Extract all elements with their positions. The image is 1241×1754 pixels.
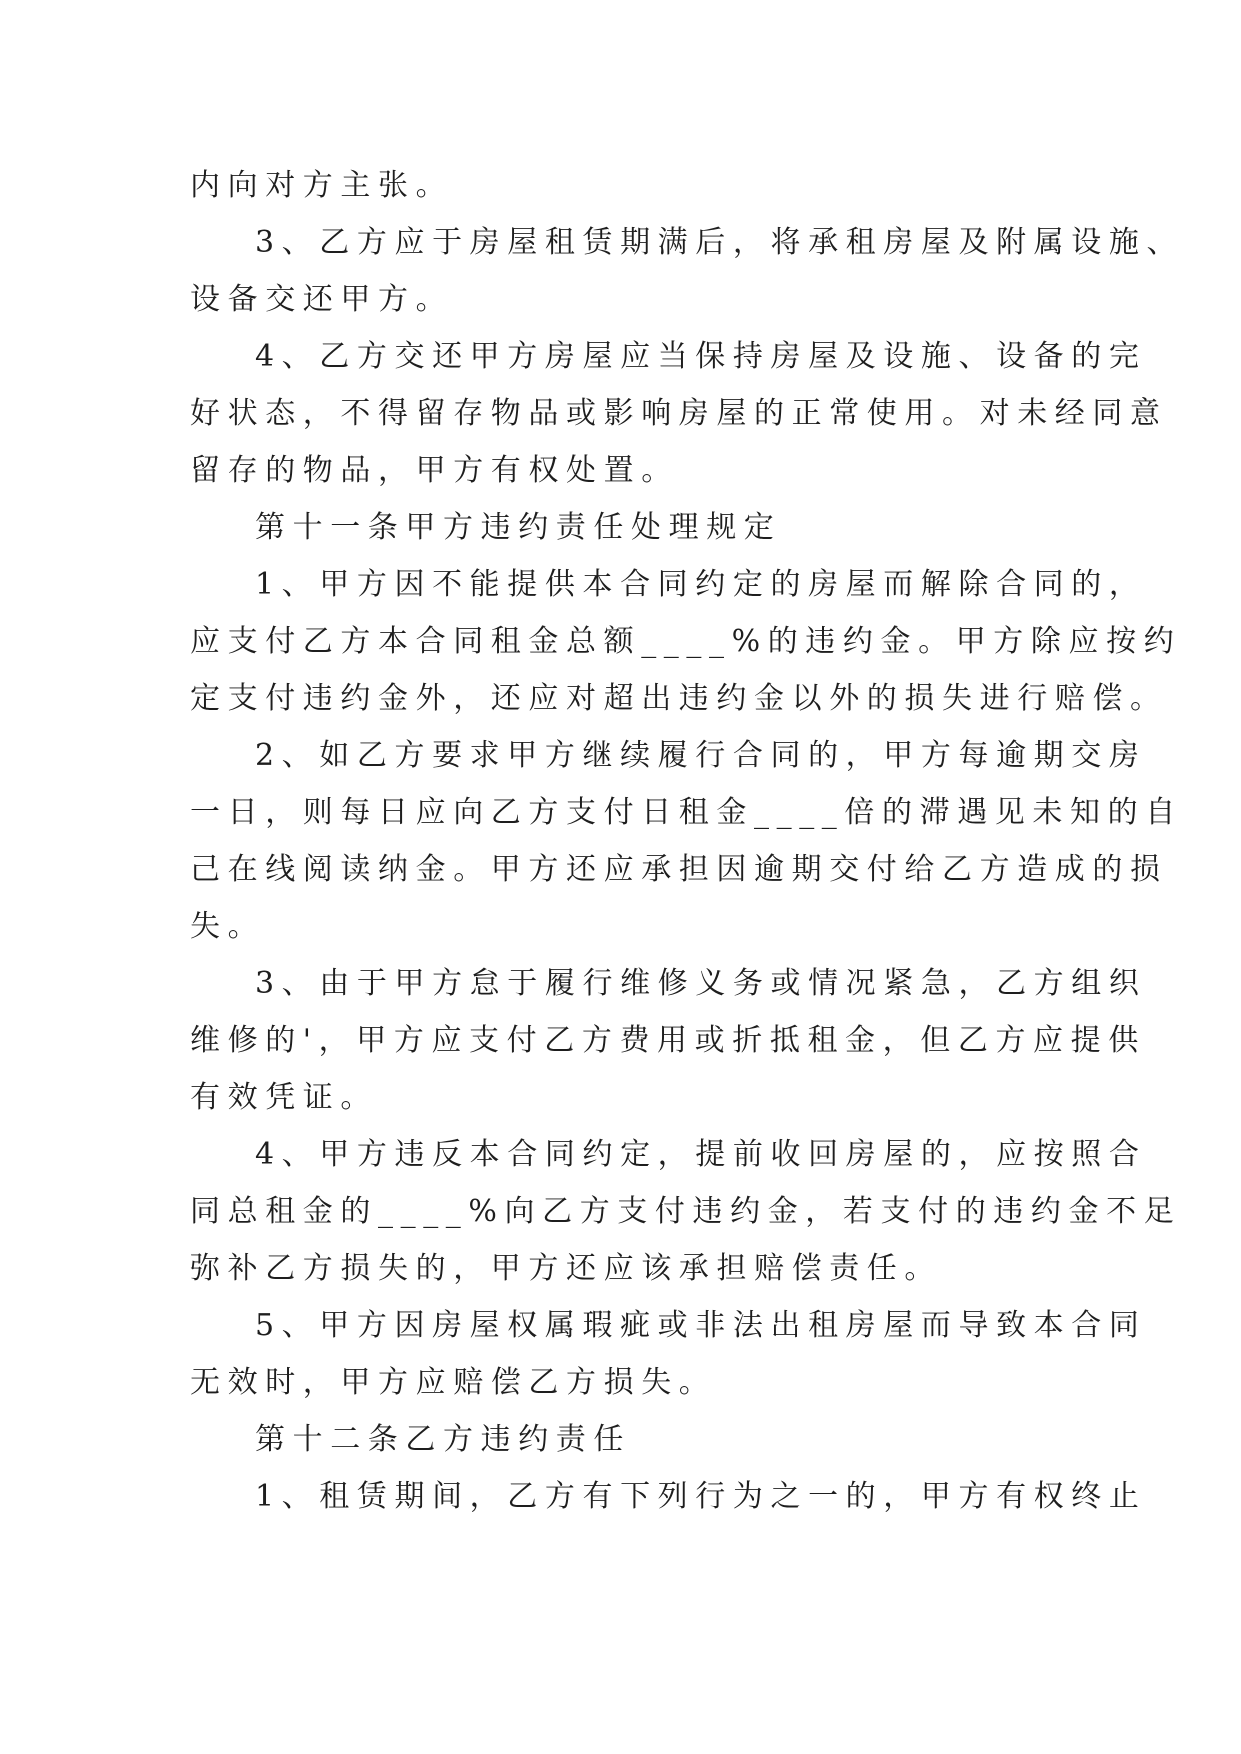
clause-item: 1、租赁期间，乙方有下列行为之一的，甲方有权终止 <box>255 1479 1147 1514</box>
text-line: 有效凭证。 <box>190 1080 378 1115</box>
text-line: 设备交还甲方。 <box>190 282 454 317</box>
text-line: 留存的物品，甲方有权处置。 <box>190 453 679 488</box>
article-heading-12: 第十二条乙方违约责任 <box>255 1422 631 1457</box>
clause-item: 4、甲方违反本合同约定，提前收回房屋的，应按照合 <box>255 1137 1147 1172</box>
article-heading-11: 第十一条甲方违约责任处理规定 <box>255 510 782 545</box>
clause-item: 1、甲方因不能提供本合同约定的房屋而解除合同的， <box>255 567 1147 602</box>
text-line: 内向对方主张。 <box>190 168 454 203</box>
text-line: 同总租金的____%向乙方支付违约金，若支付的违约金不足 <box>190 1194 1182 1229</box>
text-line: 无效时，甲方应赔偿乙方损失。 <box>190 1365 717 1400</box>
clause-item: 2、如乙方要求甲方继续履行合同的，甲方每逾期交房 <box>255 738 1147 773</box>
clause-item: 4、乙方交还甲方房屋应当保持房屋及设施、设备的完 <box>255 339 1147 374</box>
clause-item: 3、由于甲方怠于履行维修义务或情况紧急，乙方组织 <box>255 966 1147 1001</box>
text-line: 定支付违约金外，还应对超出违约金以外的损失进行赔偿。 <box>190 681 1168 716</box>
text-line: 己在线阅读纳金。甲方还应承担因逾期交付给乙方造成的损 <box>190 852 1168 887</box>
text-line: 一日，则每日应向乙方支付日租金____倍的滞遇见未知的自 <box>190 795 1183 830</box>
clause-item: 3、乙方应于房屋租赁期满后，将承租房屋及附属设施、 <box>255 225 1185 260</box>
text-line: 弥补乙方损失的，甲方还应该承担赔偿责任。 <box>190 1251 942 1286</box>
text-line: 好状态，不得留存物品或影响房屋的正常使用。对未经同意 <box>190 396 1168 431</box>
text-line: 失。 <box>190 909 266 944</box>
text-line: 维修的'，甲方应支付乙方费用或折抵租金，但乙方应提供 <box>190 1023 1146 1058</box>
text-line: 应支付乙方本合同租金总额____%的违约金。甲方除应按约 <box>190 624 1182 659</box>
clause-item: 5、甲方因房屋权属瑕疵或非法出租房屋而导致本合同 <box>255 1308 1147 1343</box>
